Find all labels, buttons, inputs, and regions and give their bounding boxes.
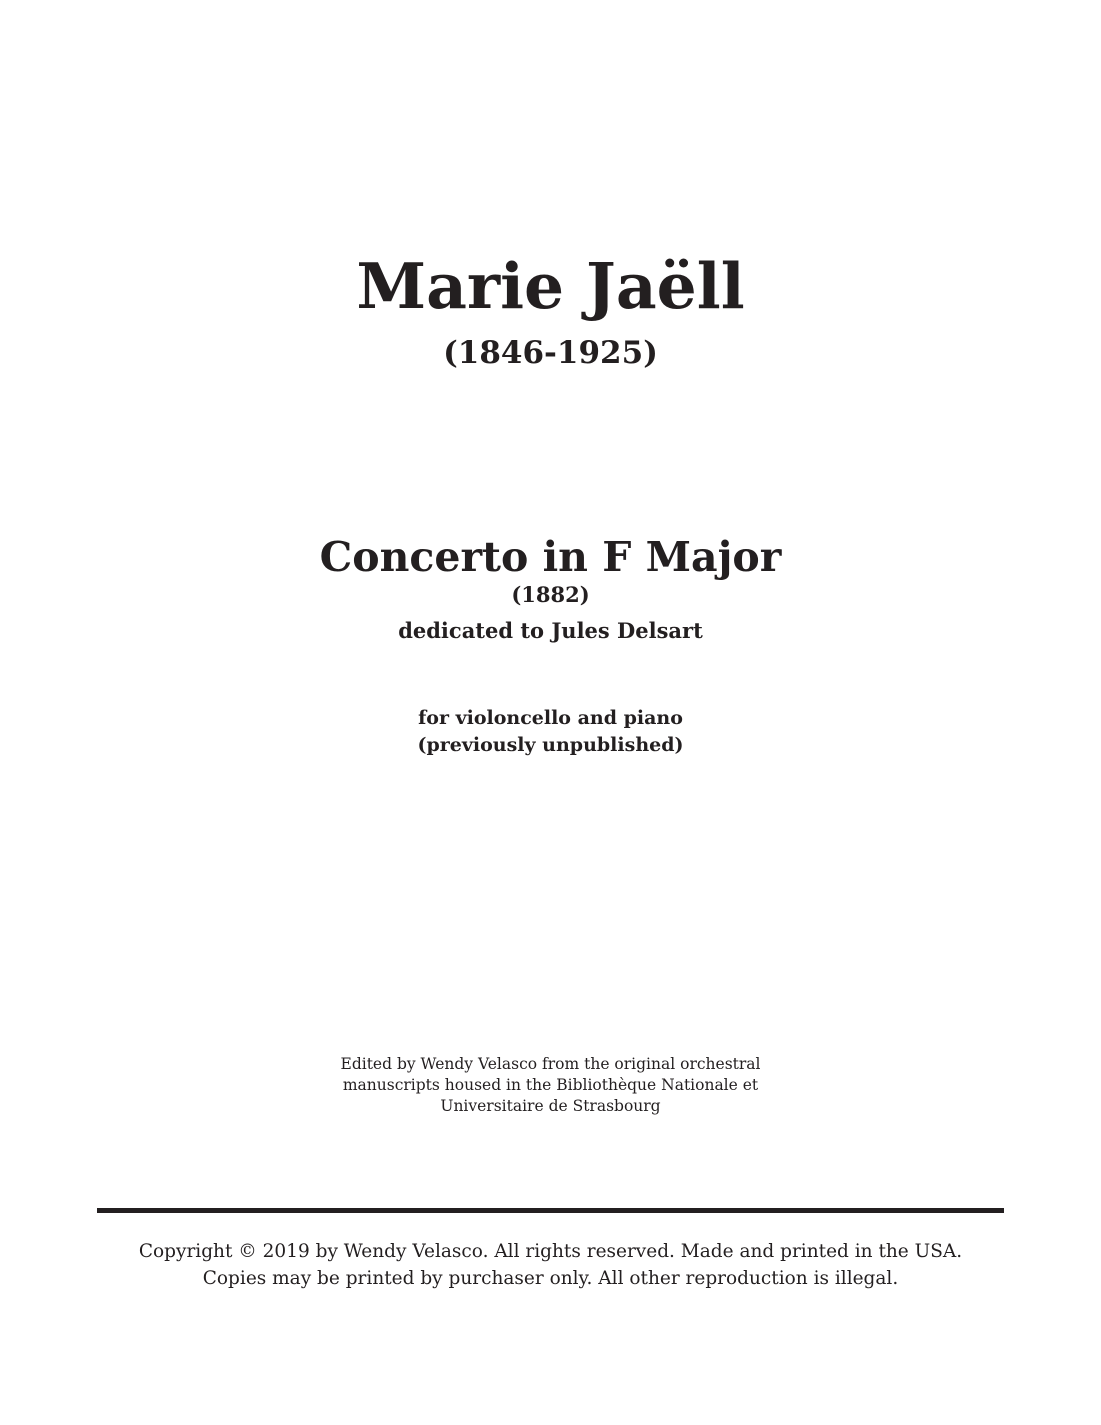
dedication: dedicated to Jules Delsart — [398, 618, 703, 643]
publication-status: (previously unpublished) — [417, 734, 684, 756]
work-title: Concerto in F Major — [319, 533, 782, 581]
composer-dates: (1846-1925) — [443, 335, 658, 371]
instrumentation-line: for violoncello and piano — [418, 707, 683, 729]
horizontal-divider — [97, 1208, 1004, 1213]
instrumentation — [0, 705, 1101, 759]
edition-note — [0, 1054, 1101, 1117]
reproduction-notice: Copies may be printed by purchaser only. All other reproduction is illegal. — [202, 1268, 899, 1289]
edition-note-line: manuscripts housed in the Bibliothèque Nationale et — [342, 1076, 759, 1094]
copyright-line: Copyright © 2019 by Wendy Velasco. All rights reserved. Made and printed in the USA. — [138, 1241, 963, 1262]
edition-note-line: Universitaire de Strasbourg — [440, 1097, 661, 1115]
composer-name: Marie Jaëll — [356, 249, 745, 323]
copyright-notice — [0, 1238, 1101, 1292]
work-year: (1882) — [511, 582, 590, 607]
edition-note-line: Edited by Wendy Velasco from the original orchestral — [340, 1055, 761, 1073]
